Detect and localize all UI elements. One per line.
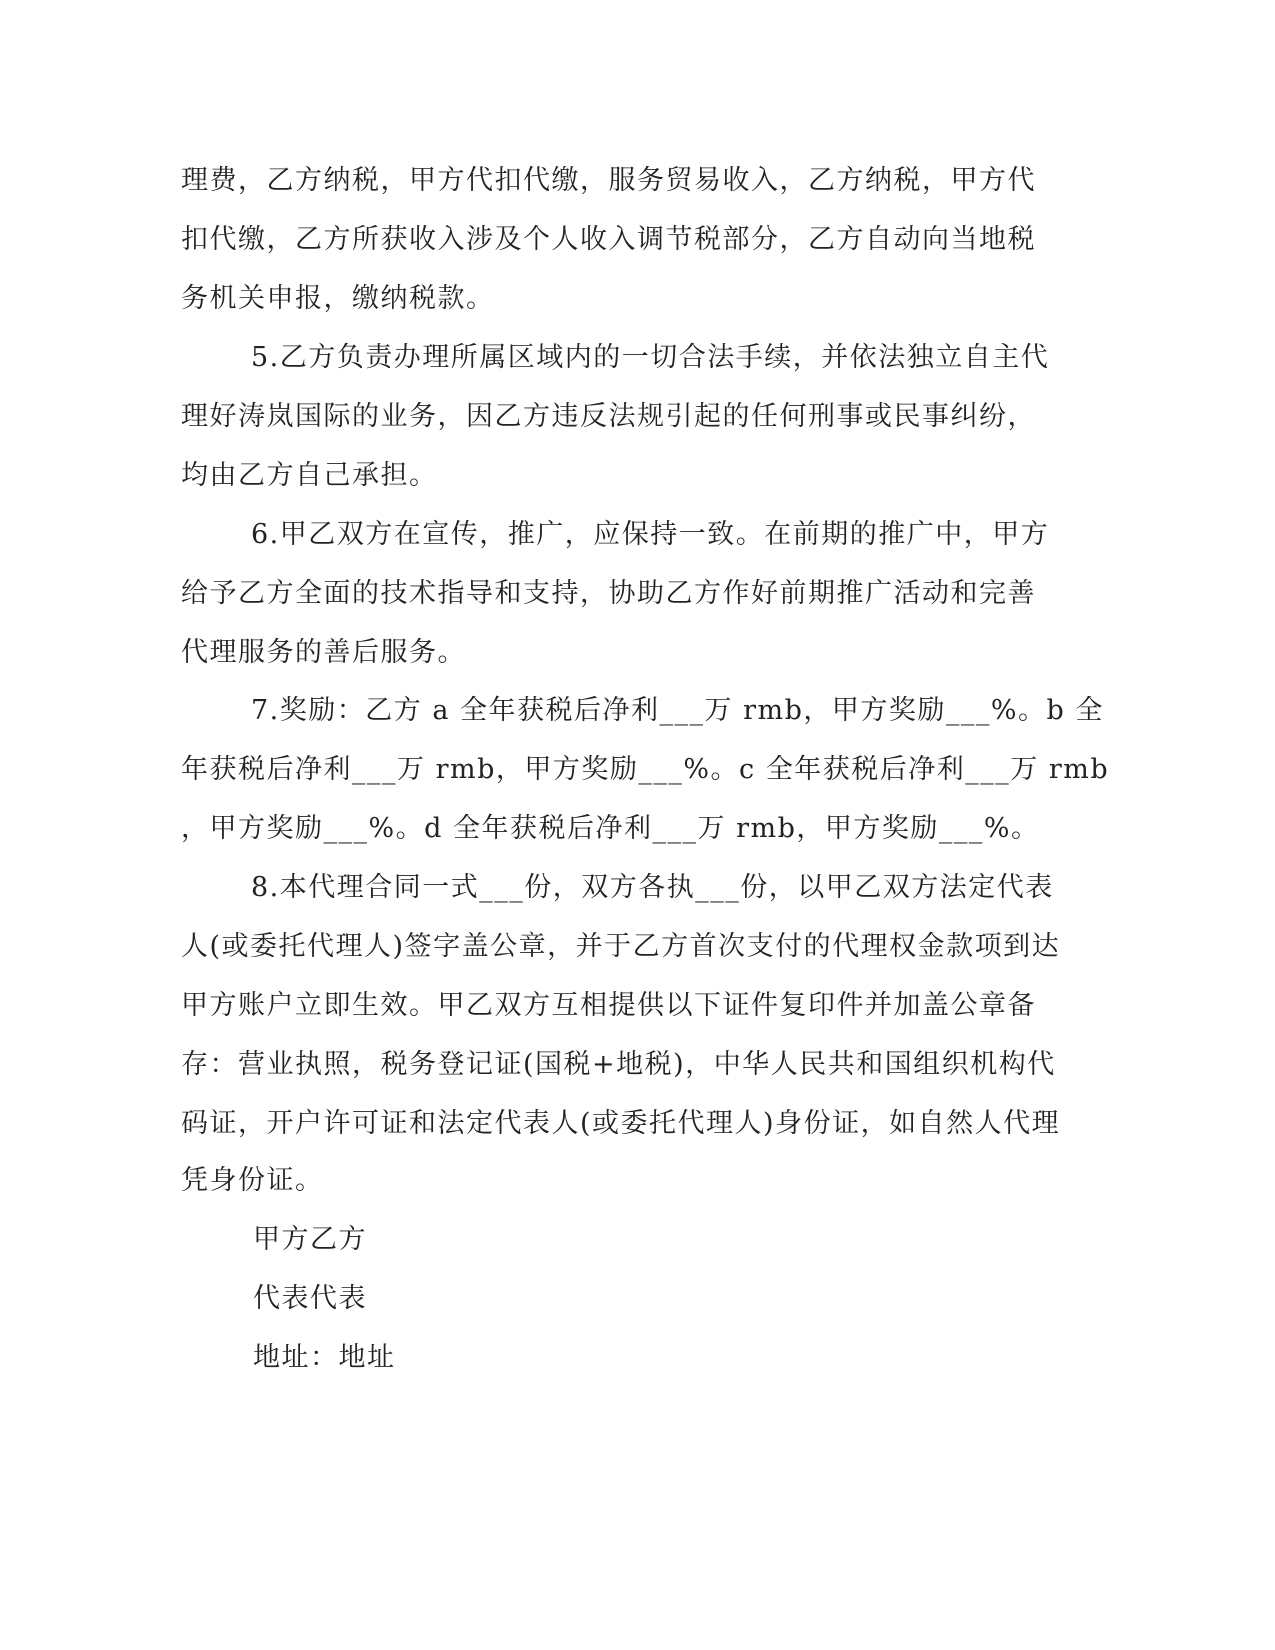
paragraph-line: 5.乙方负责办理所属区域内的一切合法手续，并依法独立自主代 — [251, 342, 1050, 373]
paragraph-line: 6.甲乙双方在宣传，推广，应保持一致。在前期的推广中，甲方 — [251, 519, 1050, 550]
paragraph-line: 扣代缴，乙方所获收入涉及个人收入调节税部分，乙方自动向当地税 — [181, 224, 1036, 255]
paragraph-line: ，甲方奖励___%。d 全年获税后净利___万 rmb，甲方奖励___%。 — [181, 813, 1040, 844]
paragraph-line: 甲方账户立即生效。甲乙双方互相提供以下证件复印件并加盖公章备 — [181, 990, 1036, 1021]
paragraph-line: 理好涛岚国际的业务，因乙方违反法规引起的任何刑事或民事纠纷， — [181, 401, 1036, 432]
paragraph-line: 均由乙方自己承担。 — [181, 460, 438, 491]
paragraph-line: 人(或委托代理人)签字盖公章，并于乙方首次支付的代理权金款项到达 — [181, 931, 1061, 962]
paragraph-line: 8.本代理合同一式___份，双方各执___份，以甲乙双方法定代表 — [251, 872, 1054, 903]
paragraph-line: 7.奖励：乙方 a 全年获税后净利___万 rmb，甲方奖励___%。b 全 — [251, 695, 1104, 726]
signature-representatives: 代表代表 — [253, 1283, 367, 1314]
paragraph-line: 务机关申报，缴纳税款。 — [181, 283, 495, 314]
signature-addresses: 地址：地址 — [253, 1342, 396, 1373]
paragraph-line: 给予乙方全面的技术指导和支持，协助乙方作好前期推广活动和完善 — [181, 578, 1036, 609]
paragraph-line: 理费，乙方纳税，甲方代扣代缴，服务贸易收入，乙方纳税，甲方代 — [181, 165, 1036, 196]
paragraph-line: 凭身份证。 — [181, 1165, 324, 1196]
paragraph-line: 代理服务的善后服务。 — [181, 637, 466, 668]
signature-parties: 甲方乙方 — [253, 1224, 367, 1255]
paragraph-line: 码证，开户许可证和法定代表人(或委托代理人)身份证，如自然人代理 — [181, 1108, 1061, 1139]
paragraph-line: 存：营业执照，税务登记证(国税+地税)，中华人民共和国组织机构代 — [181, 1049, 1056, 1080]
paragraph-line: 年获税后净利___万 rmb，甲方奖励___%。c 全年获税后净利___万 rmb — [181, 754, 1110, 785]
